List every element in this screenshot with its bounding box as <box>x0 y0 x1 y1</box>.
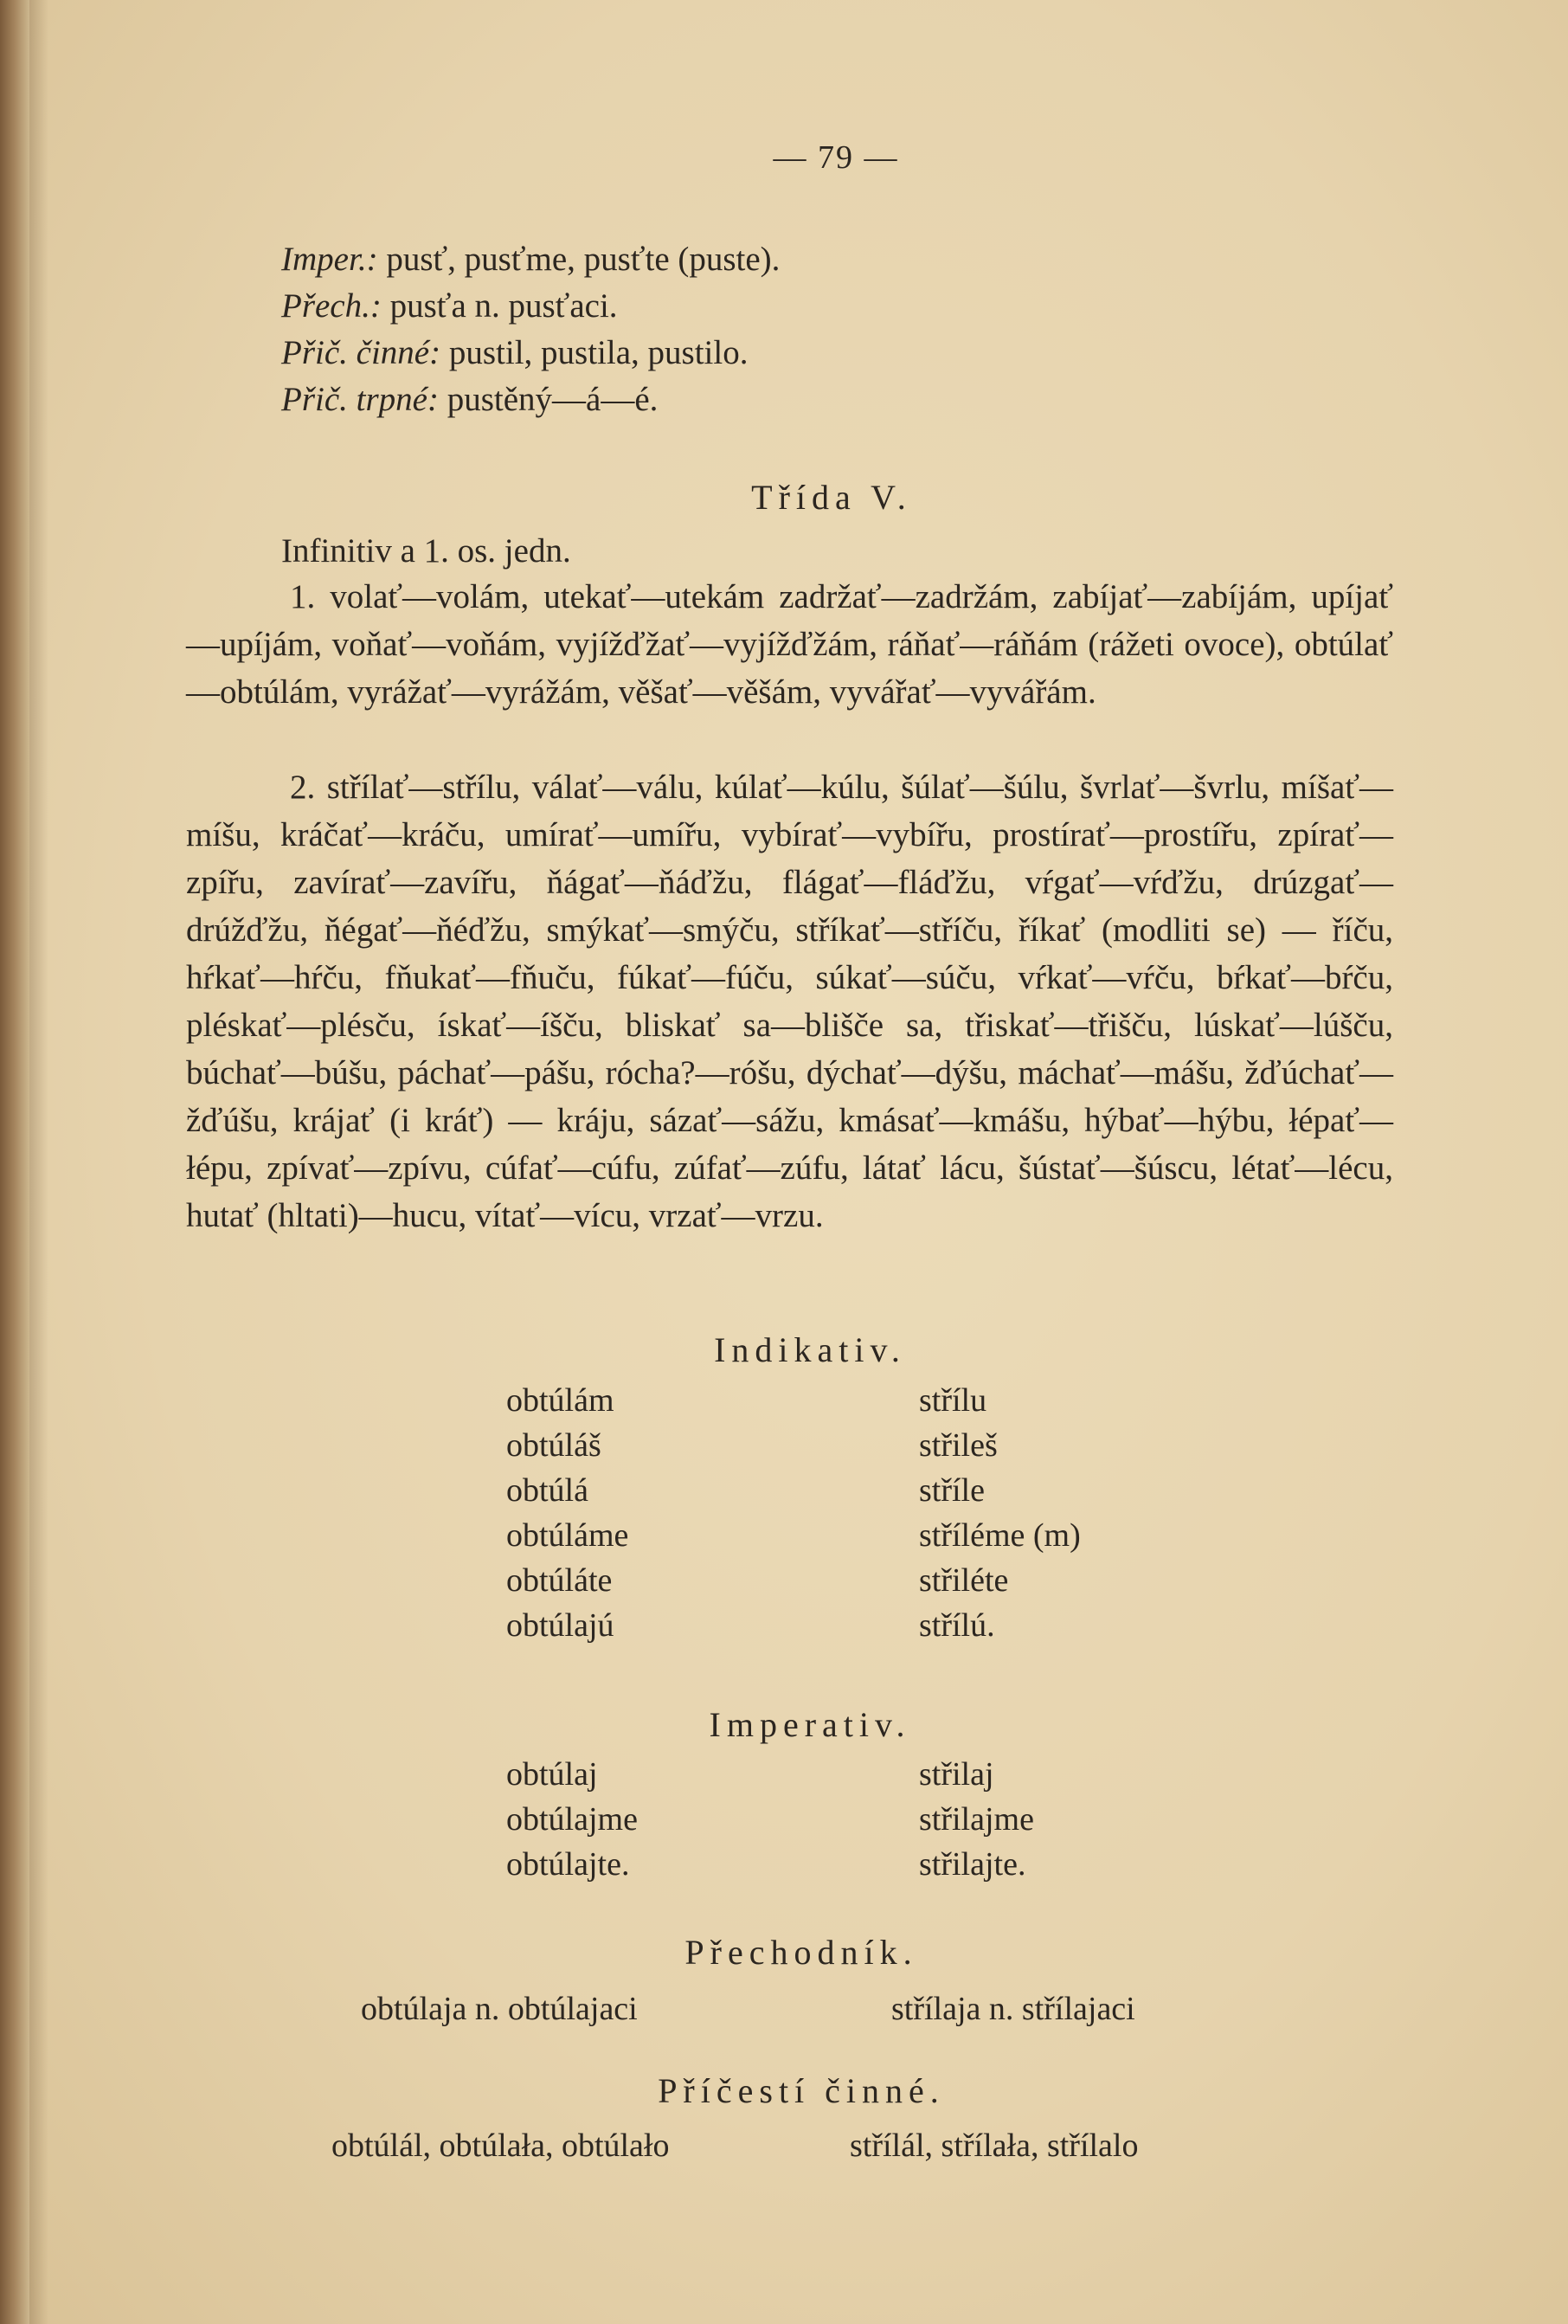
indikativ-left-item: obtúlám <box>506 1382 614 1419</box>
prechodnik-heading: Přechodník. <box>684 1933 918 1972</box>
prechodnik-left: obtúlaja n. obtúlajaci <box>361 1991 638 2027</box>
prech-value: pusťa n. pusťaci. <box>381 287 618 325</box>
imper-value: pusť, pusťme, pusťte (puste). <box>377 241 781 278</box>
imper-label: Imper.: <box>281 241 378 278</box>
imperativ-left-item: obtúlajte. <box>506 1846 630 1883</box>
pric-trpne-value: pustěný—á—é. <box>438 381 659 418</box>
passive-participle-line <box>281 383 658 416</box>
indikativ-left-item: obtúláte <box>506 1562 613 1599</box>
indikativ-right-item: střileš <box>919 1427 998 1464</box>
indikativ-left-item: obtúlá <box>506 1472 588 1509</box>
class-heading: Třída V. <box>751 478 912 517</box>
prechodnik-right: střílaja n. střílajaci <box>891 1991 1135 2027</box>
indikativ-heading: Indikativ. <box>714 1330 906 1369</box>
imperativ-heading: Imperativ. <box>709 1705 911 1744</box>
spine-shadow <box>29 0 48 2324</box>
imperative-forms-line <box>281 242 780 276</box>
paragraph-2: 2. střílať—střílu, válať—válu, kúlať—kúlu, šúlať—šúlu, švrlať—švrlu, míšať—míšu, kráčať—kráču, umírať—umířu, vybírať—vybířu, prostírať—prostířu, zpírať—zpířu, zavírať—zavířu, ňágať—ňáďžu, flágať—fláďžu, vŕgať—vŕďžu, drúzgať—drúžďžu, ňégať—ňéďžu, smýkať—smýču, stříkať—stříču, říkať (modliti se) — říču, hŕkať—hŕču, fňukať—fňuču, fúkať—fúču, súkať—súču, vŕkať—vŕču, bŕkať—bŕču, pléskať—plésču, ískať—íšču, bliskať sa—blišče sa, třiskať—třišču, lúskať—lúšču, búchať—búšu, páchať—pášu, rócha?—róšu, dýchať—dýšu, máchať—mášu, žďúchať—žďúšu, krájať (i kráť) — kráju, sázať—sážu, kmásať—kmášu, hýbať—hýbu, łépať—łépu, zpívať—zpívu, cúfať—cúfu, zúfať—zúfu, látať lácu, šústať—šúscu, létať—lécu, hutať (hltati)—hucu, vítať—vícu, vrzať—vrzu. <box>186 769 1393 1234</box>
pricesti-left: obtúlál, obtúlała, obtúlało <box>331 2128 670 2164</box>
pric-trpne-label: Přič. trpné: <box>281 381 439 418</box>
imperativ-right-item: střilaj <box>919 1756 994 1793</box>
indikativ-right-item: střiléte <box>919 1562 1009 1599</box>
indikativ-right-item: střílu <box>919 1382 987 1419</box>
pricesti-right: střílál, střílała, střílalo <box>850 2128 1139 2164</box>
indikativ-left-item: obtúlajú <box>506 1607 614 1644</box>
prech-label: Přech.: <box>281 287 382 325</box>
indikativ-right-item: stříléme (m) <box>919 1517 1081 1554</box>
imperativ-right-item: střilajme <box>919 1801 1034 1838</box>
imperativ-right-item: střilajte. <box>919 1846 1026 1883</box>
infinitive-line: Infinitiv a 1. os. jedn. <box>281 532 571 570</box>
imperativ-left-item: obtúlajme <box>506 1801 638 1838</box>
indikativ-right-item: střílú. <box>919 1607 995 1644</box>
indikativ-right-item: stříle <box>919 1472 985 1509</box>
indikativ-left-item: obtúláš <box>506 1427 601 1464</box>
imperativ-left-item: obtúlaj <box>506 1756 598 1793</box>
transgressive-forms-line <box>281 289 618 323</box>
indikativ-right-column <box>919 1378 1081 1648</box>
indikativ-left-column <box>506 1378 628 1648</box>
active-participle-line <box>281 336 748 370</box>
pricesti-heading: Příčestí činné. <box>658 2071 945 2110</box>
paragraph-1: 1. volať—volám, utekať—utekám zadržať—zadržám, zabíjať—zabíjám, upíjať—upíjám, voňať—voňám, vyjížďžať—vyjížďžám, ráňať—ráňám (rážeti ovoce), obtúlať—obtúlám, vyrážať—vyrážám, věšať—věšám, vyvářať—vyvářám. <box>186 578 1393 711</box>
page-number: — 79 — <box>773 139 899 176</box>
pric-cinne-label: Přič. činné: <box>281 334 441 371</box>
pric-cinne-value: pustil, pustila, pustilo. <box>440 334 749 371</box>
imperativ-right-column <box>919 1752 1034 1887</box>
book-spine <box>0 0 29 2324</box>
indikativ-left-item: obtúláme <box>506 1517 629 1554</box>
imperativ-left-column <box>506 1752 638 1887</box>
